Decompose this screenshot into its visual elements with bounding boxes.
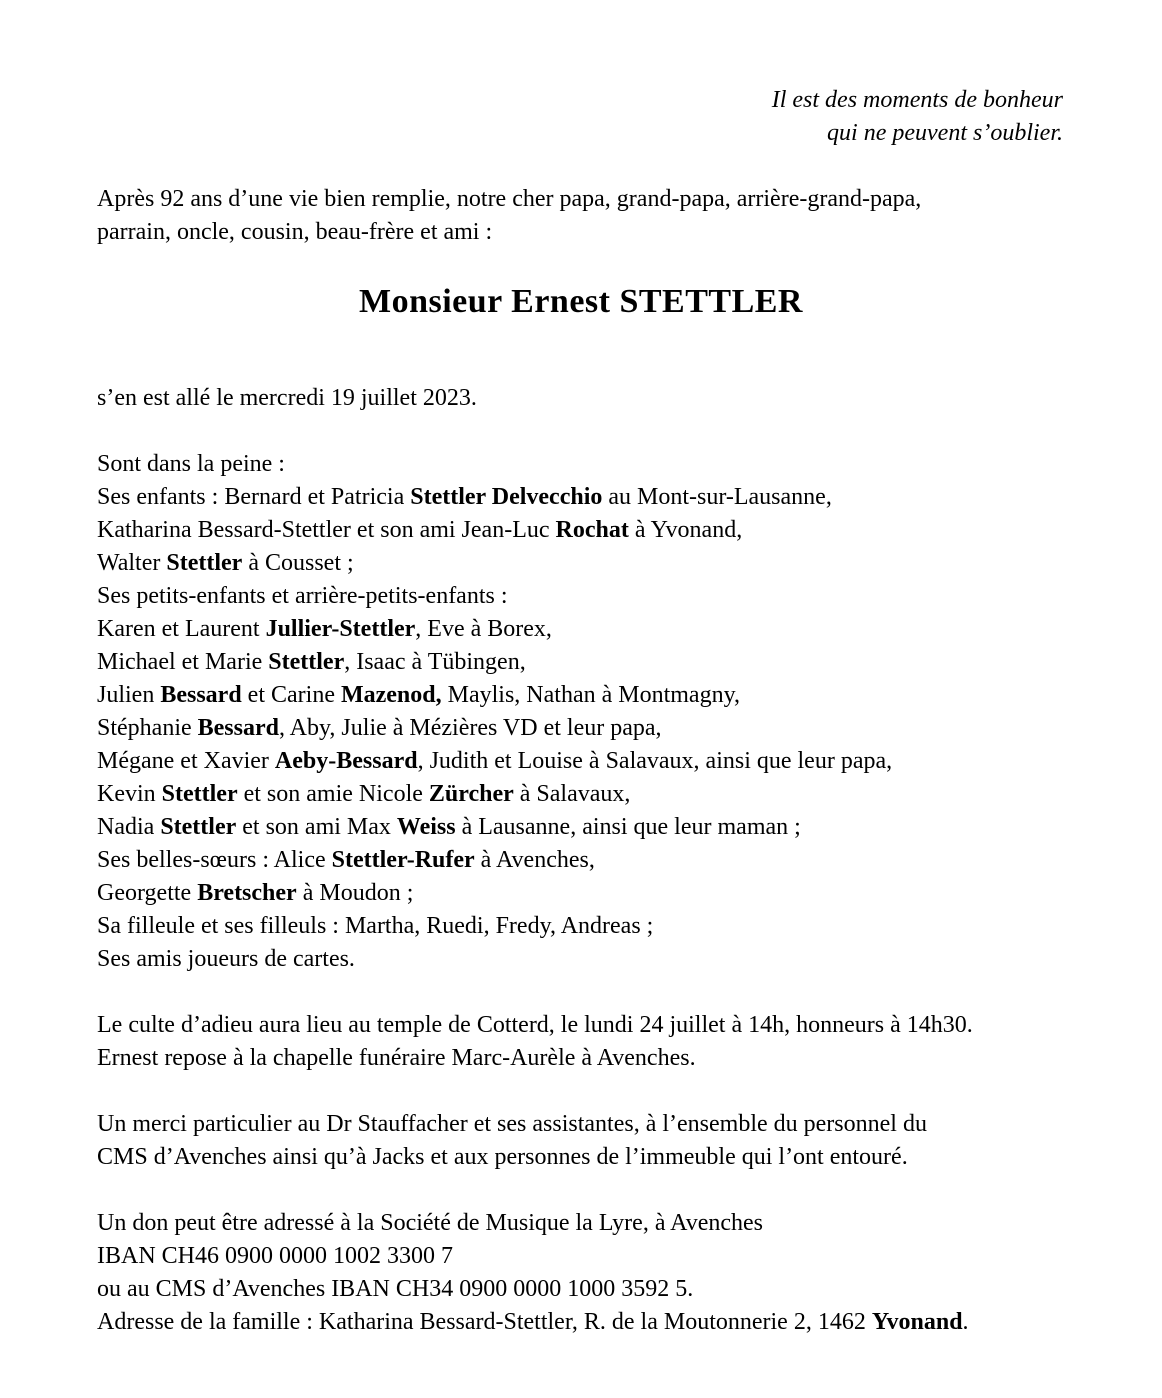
family-name-bold: Zürcher [428,781,514,807]
text-segment: Karen et Laurent [97,616,266,642]
text-segment: à Moudon ; [296,880,414,906]
family-name-bold: Mazenod, [340,682,442,708]
text-segment: , Eve à Borex, [415,616,552,642]
text-line [97,910,1065,943]
family-name-bold: Jullier-Stettler [265,616,416,642]
family-name-bold: Stettler [268,649,345,675]
text-segment: IBAN CH46 0900 0000 1002 3300 7 [97,1243,454,1269]
text-segment: , Aby, Julie à Mézières VD et leur papa, [278,715,662,741]
text-segment: Maylis, Nathan à Montmagny, [441,682,741,708]
intro-paragraph [97,183,1065,249]
text-segment: Un don peut être adressé à la Société de Musique la Lyre, à Avenches [97,1210,763,1236]
text-line [97,877,1065,910]
text-segment: Sa filleule et ses filleuls : Martha, Ruedi, Fredy, Andreas ; [97,913,654,939]
text-segment: Ses enfants : Bernard et Patricia [97,484,411,510]
text-segment: Adresse de la famille : Katharina Bessard-Stettler, R. de la Moutonnerie 2, 1462 [97,1309,872,1335]
text-line [97,712,1065,745]
text-segment: Ses amis joueurs de cartes. [97,946,355,972]
text-segment: Stéphanie [97,715,198,741]
text-line [97,646,1065,679]
text-line: Le culte d’adieu aura lieu au temple de Cotterd, le lundi 24 juillet à 14h, honneurs à 14h30. [97,1012,973,1038]
text-line [97,778,1065,811]
family-name-bold: Stettler [161,781,238,807]
text-segment: à Lausanne, ainsi que leur maman ; [455,814,801,840]
text-segment: à Cousset ; [242,550,354,576]
thanks-paragraph [97,1108,1065,1174]
text-segment: Michael et Marie [97,649,269,675]
text-line [97,1306,1065,1339]
text-line [97,481,1065,514]
text-segment: au Mont-sur-Lausanne, [602,484,832,510]
text-segment: Nadia [97,814,161,840]
text-segment: Ses petits-enfants et arrière-petits-enfants : [97,583,508,609]
text-segment: Mégane et Xavier [97,748,275,774]
text-segment: Sont dans la peine : [97,451,285,477]
family-name-bold: Stettler [160,814,237,840]
text-line: Il est des moments de bonheur [771,87,1063,113]
text-line [97,1207,1065,1240]
text-line [97,448,1065,481]
text-segment: à Avenches, [474,847,595,873]
family-name-bold: Bretscher [197,880,297,906]
text-line: CMS d’Avenches ainsi qu’à Jacks et aux personnes de l’immeuble qui l’ont entouré. [97,1144,908,1170]
text-line: Un merci particulier au Dr Stauffacher et ses assistantes, à l’ensemble du personnel du [97,1111,927,1137]
text-line [97,514,1065,547]
text-line: parrain, oncle, cousin, beau-frère et ami : [97,219,493,245]
text-segment: Julien [97,682,161,708]
text-line [97,580,1065,613]
memorial-quote [97,84,1065,150]
family-name-bold: Yvonand [871,1309,963,1335]
text-segment: à Yvonand, [628,517,743,543]
family-name-bold: Bessard [160,682,242,708]
text-segment: . [962,1309,969,1335]
family-name-bold: Rochat [555,517,629,543]
text-segment: , Judith et Louise à Salavaux, ainsi que leur papa, [417,748,893,774]
family-name-bold: Bessard [197,715,279,741]
text-line [97,613,1065,646]
donation-paragraph [97,1207,1065,1339]
ceremony-paragraph [97,1009,1065,1075]
text-line: Ernest repose à la chapelle funéraire Marc-Aurèle à Avenches. [97,1045,696,1071]
text-segment: Kevin [97,781,162,807]
text-line: Après 92 ans d’une vie bien remplie, notre cher papa, grand-papa, arrière-grand-papa, [97,186,922,212]
text-line [97,679,1065,712]
family-name-bold: Aeby-Bessard [274,748,418,774]
text-segment: , Isaac à Tübingen, [344,649,526,675]
text-segment: Walter [97,550,167,576]
text-line [97,547,1065,580]
text-segment: et son ami Max [236,814,397,840]
deceased-name-title: Monsieur Ernest STETTLER [358,283,803,320]
text-line [97,844,1065,877]
text-line [97,943,1065,976]
text-line [97,811,1065,844]
text-segment: et son amie Nicole [237,781,429,807]
death-date-line: s’en est allé le mercredi 19 juillet 2023. [97,385,477,411]
family-name-bold: Stettler [166,550,243,576]
family-name-bold: Stettler Delvecchio [410,484,603,510]
text-line [97,1273,1065,1306]
text-line [97,1240,1065,1273]
text-segment: à Salavaux, [513,781,631,807]
text-line [97,745,1065,778]
mourners-list [97,448,1065,976]
family-name-bold: Weiss [396,814,456,840]
text-segment: Ses belles-sœurs : Alice [97,847,332,873]
text-segment: ou au CMS d’Avenches IBAN CH34 0900 0000 1000 3592 5. [97,1276,694,1302]
text-segment: Katharina Bessard-Stettler et son ami Jean-Luc [97,517,556,543]
text-segment: et Carine [241,682,341,708]
text-line: qui ne peuvent s’oublier. [827,120,1063,146]
family-name-bold: Stettler-Rufer [331,847,475,873]
text-segment: Georgette [97,880,198,906]
